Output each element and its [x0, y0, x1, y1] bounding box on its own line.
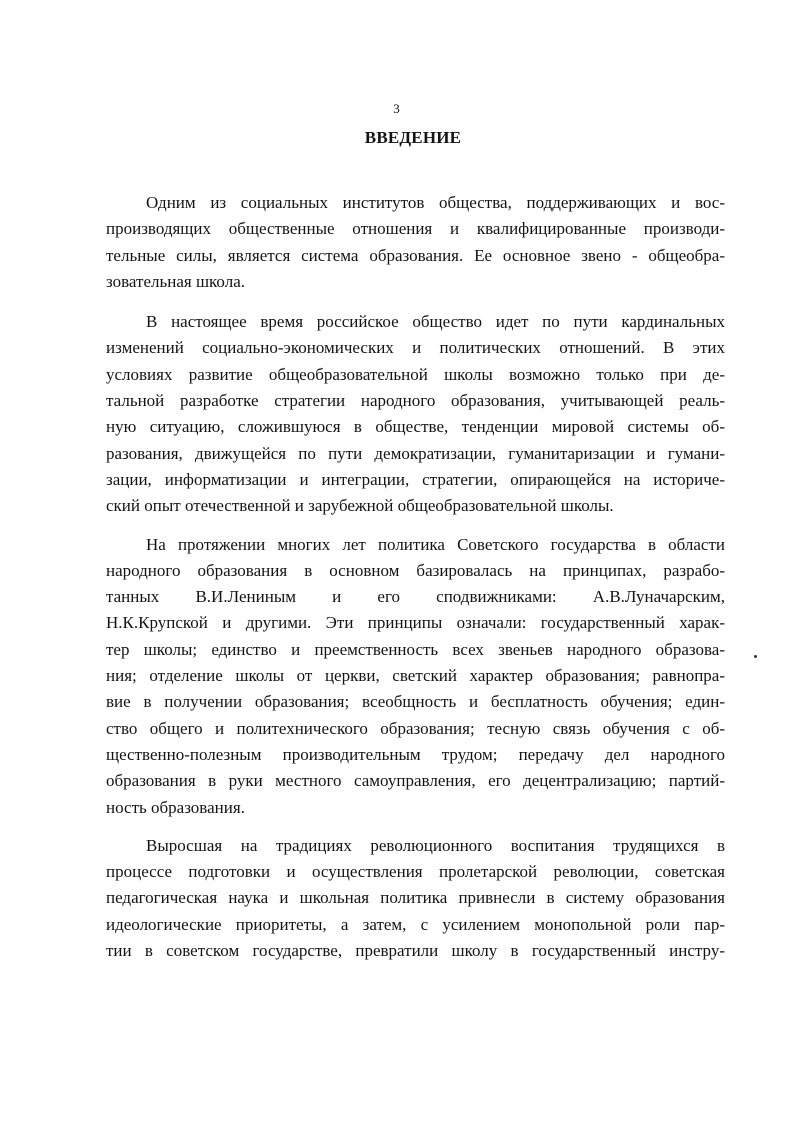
text-line: ский опыт отечественной и зарубежной общеобразовательной школы.	[106, 496, 614, 516]
text-line: условиях развитие общеобразовательной школы возможно только при де-	[106, 364, 725, 384]
text-line: зовательная школа.	[106, 271, 245, 291]
text-line: тер школы; единство и преемственность всех звеньев народного образова-	[106, 639, 725, 659]
text-line: В настоящее время российское общество идет по пути кардинальных	[146, 312, 725, 332]
scan-speck	[754, 655, 757, 658]
paragraph-3	[106, 532, 725, 821]
text-line: образования в руки местного самоуправления, его децентрализацию; партий-	[106, 771, 725, 791]
paragraph-4	[106, 833, 725, 964]
text-line: зации, информатизации и интеграции, стратегии, опирающейся на историче-	[106, 469, 725, 489]
text-line: разования, движущейся по пути демократизации, гуманитаризации и гумани-	[106, 443, 725, 463]
text-line: На протяжении многих лет политика Советского государства в области	[146, 534, 725, 554]
text-line: танных В.И.Лениным и его сподвижниками: А.В.Луначарским,	[106, 587, 725, 607]
text-line: ность образования.	[106, 797, 245, 817]
paragraph-1	[106, 190, 725, 295]
text-line: Одним из социальных институтов общества, поддерживающих и вос-	[146, 193, 725, 212]
text-line: производящих общественные отношения и квалифицированные производи-	[106, 219, 725, 239]
text-line: тальной разработке стратегии народного образования, учитывающей реаль-	[106, 391, 725, 411]
text-line: ную ситуацию, сложившуюся в обществе, тенденции мировой системы об-	[106, 417, 725, 437]
text-line: педагогическая наука и школьная политика привнесли в систему образования	[106, 888, 725, 908]
text-line: Выросшая на традициях революционного воспитания трудящихся в	[146, 835, 725, 855]
page-title: ВВЕДЕНИЕ	[364, 128, 462, 147]
text-line: народного образования в основном базировалась на принципах, разрабо-	[106, 560, 725, 580]
paragraph-2	[106, 309, 725, 519]
text-line: процессе подготовки и осуществления пролетарской революции, советская	[106, 862, 725, 882]
text-line: идеологические приоритеты, а затем, с усилением монопольной роли пар-	[106, 914, 725, 934]
text-line: ство общего и политехнического образования; тесную связь обучения с об-	[106, 718, 725, 738]
text-line: изменений социально-экономических и политических отношений. В этих	[106, 338, 725, 358]
text-line: Н.К.Крупской и другими. Эти принципы означали: государственный харак-	[106, 613, 725, 633]
page-number: 3	[393, 101, 400, 116]
text-line: щественно-полезным производительным трудом; передачу дел народного	[106, 744, 725, 764]
text-line: ния; отделение школы от церкви, светский характер образования; равнопра-	[106, 666, 725, 686]
text-line: вие в получении образования; всеобщность и бесплатность обучения; един-	[106, 692, 725, 712]
text-line: тии в советском государстве, превратили школу в государственный инстру-	[106, 941, 725, 961]
body-text	[106, 190, 725, 964]
text-line: тельные силы, является система образования. Ее основное звено - общеобра-	[106, 245, 725, 265]
